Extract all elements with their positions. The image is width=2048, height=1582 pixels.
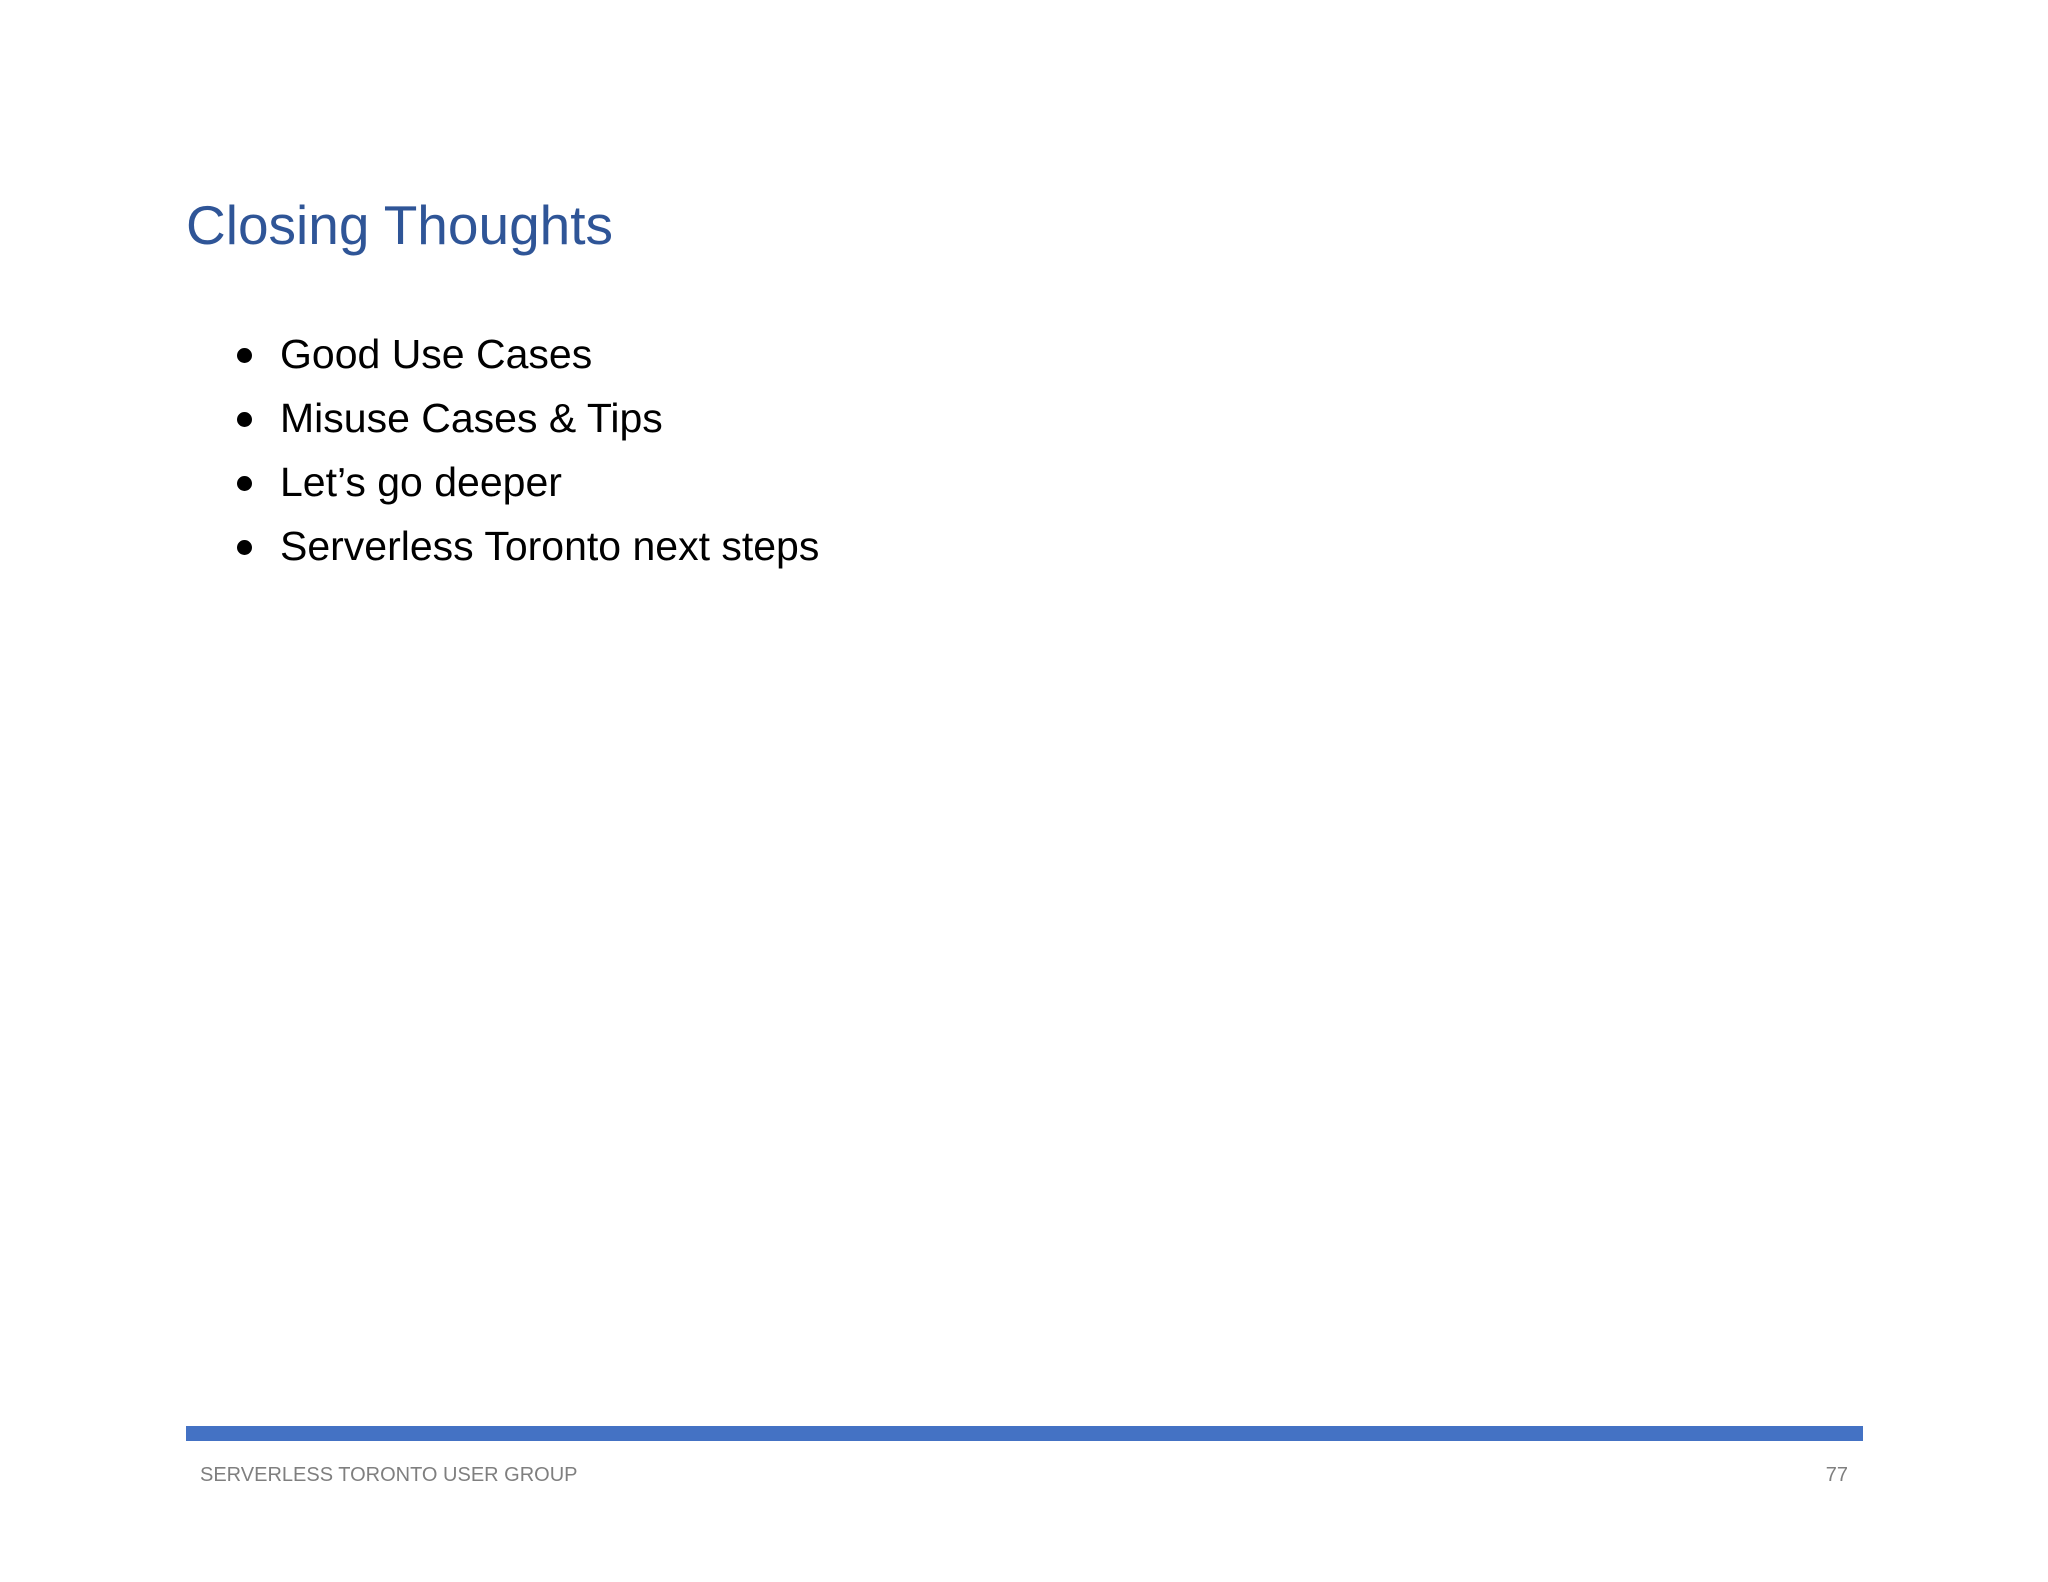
- footer-divider: [186, 1426, 1863, 1441]
- page-number: 77: [1825, 1464, 1848, 1486]
- list-item-text: Good Use Cases: [280, 331, 593, 377]
- list-item: [232, 386, 819, 450]
- bullet-icon: [237, 540, 252, 555]
- list-item: [232, 514, 819, 578]
- page-title: Closing Thoughts: [186, 194, 614, 256]
- list-item: [232, 450, 819, 514]
- list-item-text: Serverless Toronto next steps: [280, 523, 820, 569]
- bullet-icon: [237, 412, 252, 427]
- bullet-icon: [237, 476, 252, 491]
- bullet-icon: [237, 348, 252, 363]
- list-item-text: Misuse Cases & Tips: [280, 395, 663, 441]
- footer-organization: SERVERLESS TORONTO USER GROUP: [200, 1464, 578, 1486]
- list-item-text: Let’s go deeper: [280, 459, 562, 505]
- bullet-list: [232, 322, 819, 578]
- list-item: [232, 322, 819, 386]
